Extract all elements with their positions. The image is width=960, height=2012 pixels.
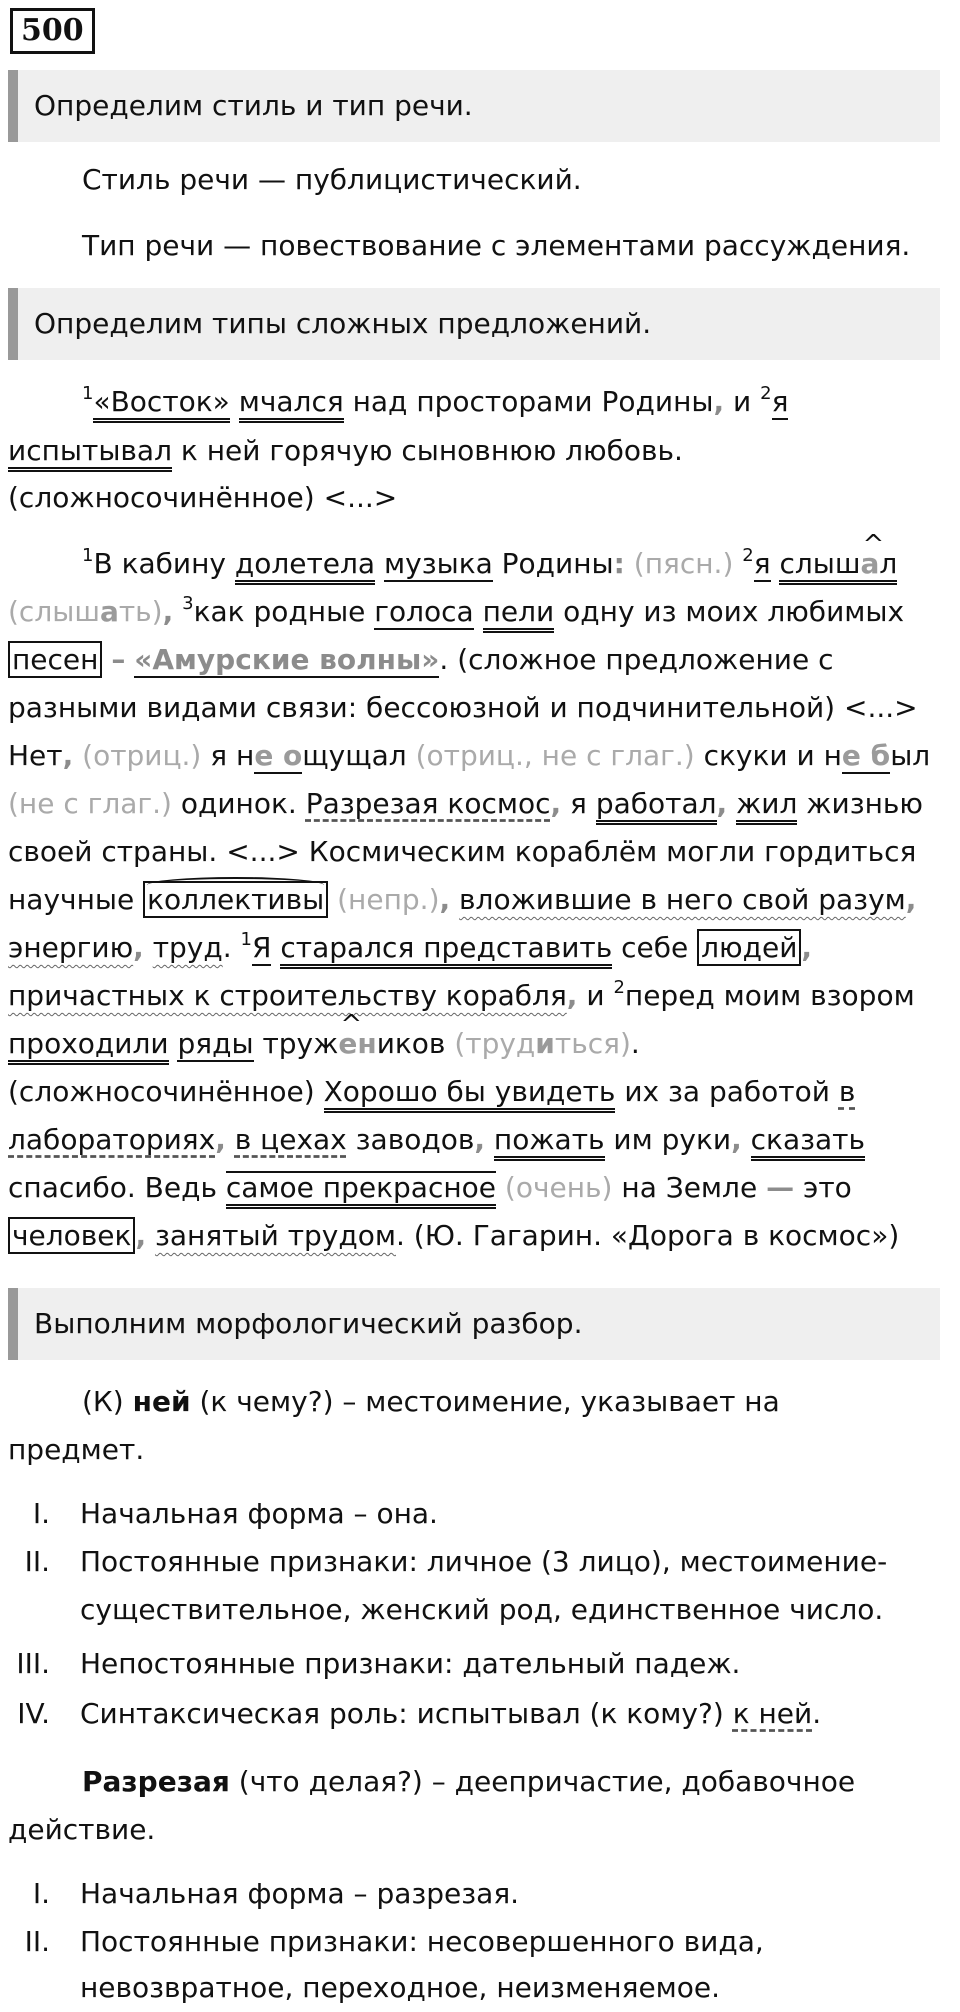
text-line: причастных к строительству корабля, и $^2$перед моим взором bbox=[8, 977, 915, 1012]
list-item: IV. Синтаксическая роль: испытывал (к кому?) к ней. bbox=[17, 1697, 822, 1730]
morph-intro-nei: (К) ней (к чему?) – местоимение, указывает на bbox=[82, 1385, 780, 1418]
text-line: песен – «Амурские волны». (сложное предложение с bbox=[8, 636, 948, 684]
text-line: $^1$В кабину долетела музыка Родины: (пясн.) $^2$я слыш^ ал bbox=[8, 540, 960, 588]
text-line: лабораториях, в цехах заводов, пожать им руки, сказать bbox=[8, 1116, 948, 1164]
list-item: III. Непостоянные признаки: дательный падеж. bbox=[16, 1647, 741, 1680]
text-line: (не с глаг.) одинок. Разрезая космос, я работал, жил жизнью bbox=[8, 780, 948, 828]
section-header-morph: Выполним морфологический разбор. bbox=[8, 1288, 940, 1360]
morph-intro-razr: Разрезая (что делая?) – деепричастие, добавочное bbox=[82, 1765, 856, 1798]
text-line: проходили ряды труж^ еников (трудиться). bbox=[8, 1020, 948, 1068]
text-line: энергию, труд. $^1$Я старался представить себе людей , bbox=[8, 924, 948, 972]
text-line: спасибо. Ведь самое прекрасное (очень) на Земле — это bbox=[8, 1164, 948, 1212]
morph-intro-nei-line2: предмет. bbox=[8, 1433, 145, 1466]
text-line: разными видами связи: бессоюзной и подчинительной) <...> bbox=[8, 691, 918, 724]
list-item: II. Постоянные признаки: несовершенного вида, bbox=[24, 1925, 764, 1958]
list-item: невозвратное, переходное, неизменяемое. bbox=[80, 1971, 721, 2004]
text-line: человек , занятый трудом. (Ю. Гагарин. «Дорога в космос») bbox=[8, 1212, 948, 1260]
text-line: научные коллективы (непр.), вложившие в него свой разум, bbox=[8, 883, 917, 916]
style-line: Стиль речи — публицистический. bbox=[82, 163, 582, 196]
list-item: I. Начальная форма – она. bbox=[32, 1497, 438, 1530]
text-line: (слышать), $^3$как родные голоса пели одну из моих любимых bbox=[8, 588, 948, 636]
section-header-sentences: Определим типы сложных предложений. bbox=[8, 288, 940, 360]
text-line: (сложносочинённое) <...> bbox=[8, 481, 398, 514]
list-item: существительное, женский род, единственное число. bbox=[80, 1593, 884, 1626]
type-line: Тип речи — повествование с элементами рассуждения. bbox=[82, 229, 911, 262]
exercise-number: 500 bbox=[10, 8, 95, 54]
text-line: испытывал к ней горячую сыновнюю любовь. bbox=[8, 427, 948, 475]
section-header-style: Определим стиль и тип речи. bbox=[8, 70, 940, 142]
text-line: (сложносочинённое) Хорошо бы увидеть их за работой в bbox=[8, 1068, 948, 1116]
text-line: своей страны. <...> Космическим кораблём могли гордиться bbox=[8, 835, 917, 868]
text-line: Нет, (отриц.) я не ощущал (отриц., не с глаг.) скуки и не был bbox=[8, 739, 931, 772]
text-line: $^1$«Восток» мчался над просторами Родины, и $^2$я bbox=[8, 378, 960, 426]
list-item: I. Начальная форма – разрезая. bbox=[32, 1877, 520, 1910]
list-item: II. Постоянные признаки: личное (3 лицо), местоимение- bbox=[24, 1545, 888, 1578]
morph-intro-razr-line2: действие. bbox=[8, 1813, 156, 1846]
